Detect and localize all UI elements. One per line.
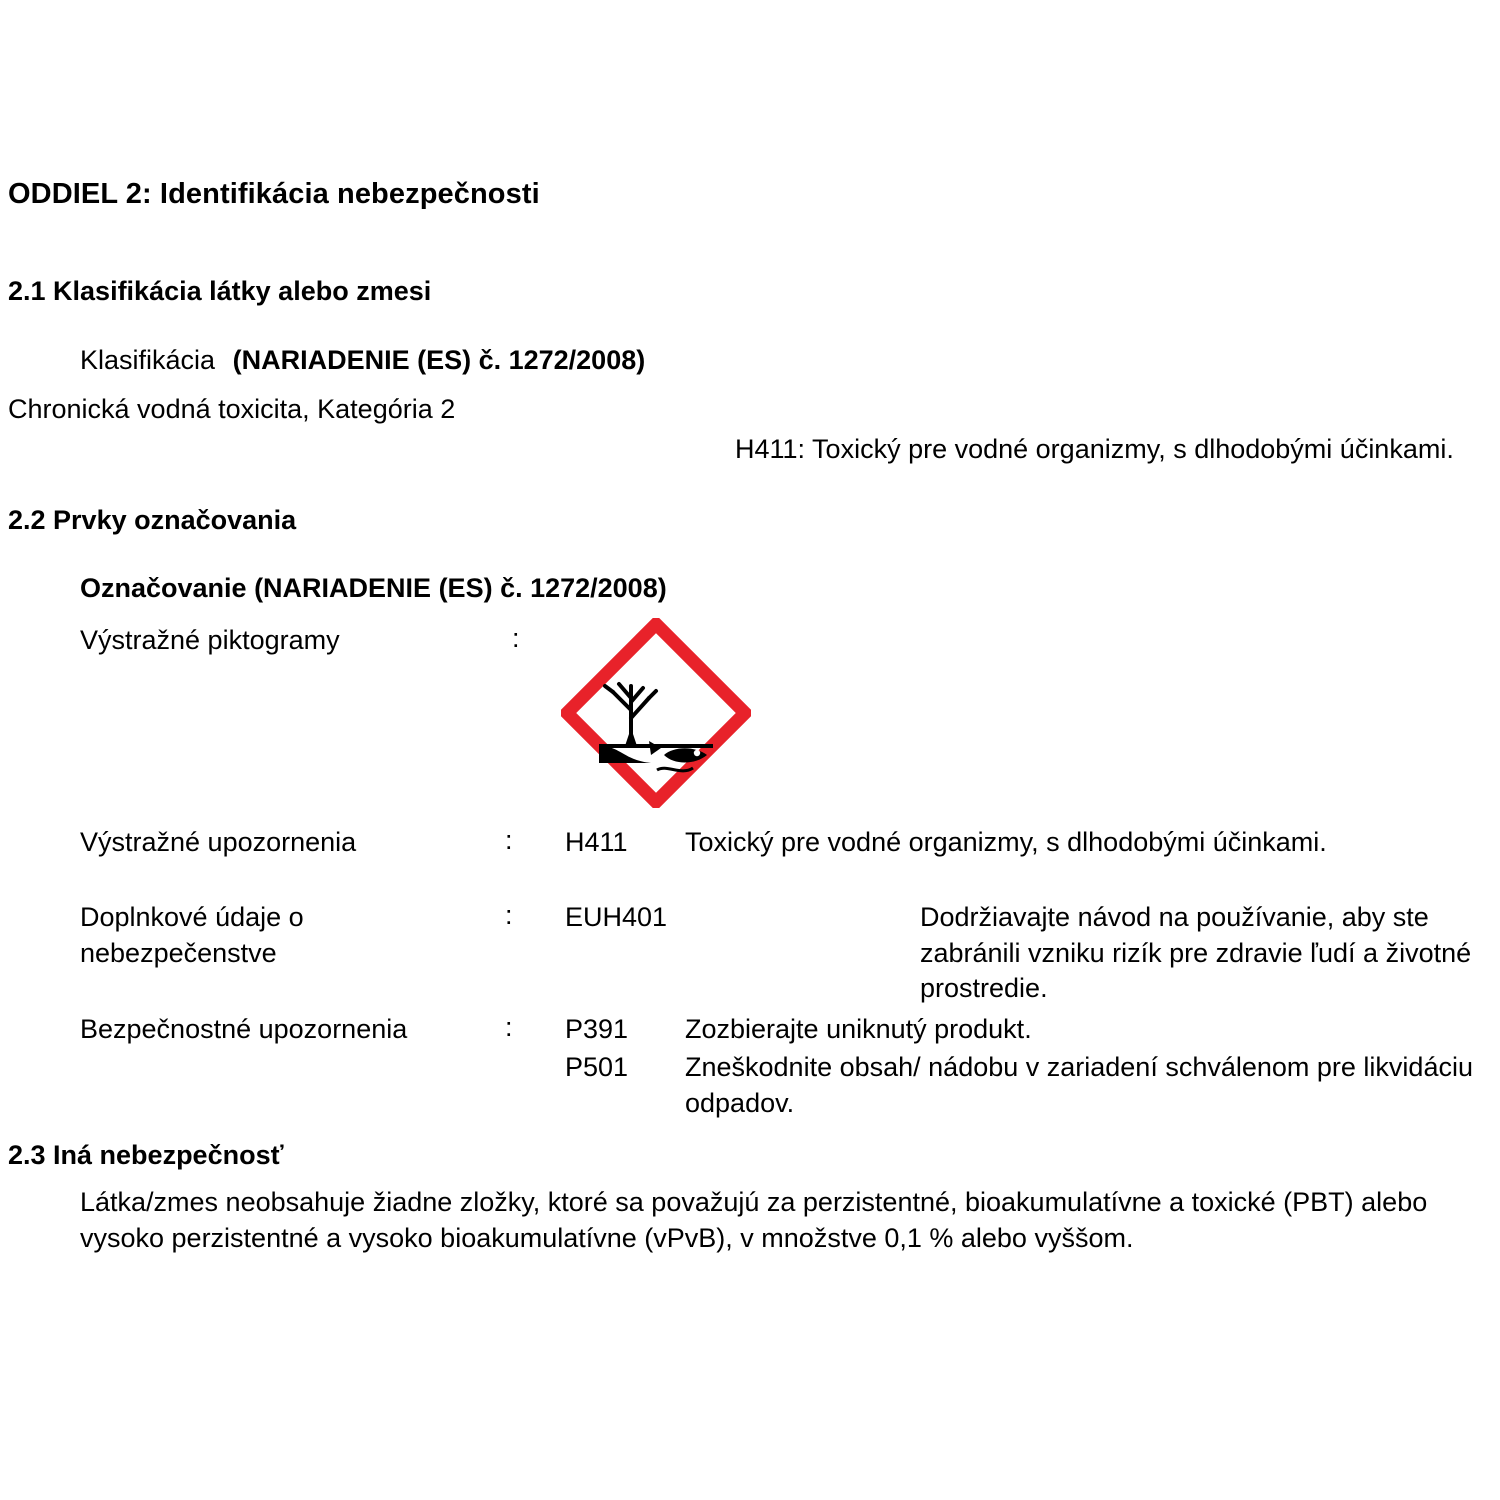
hazard-class: Chronická vodná toxicita, Kategória 2 xyxy=(8,394,456,424)
classification-regulation: (NARIADENIE (ES) č. 1272/2008) xyxy=(232,345,646,375)
precautionary-label: Bezpečnostné upozornenia xyxy=(80,1014,408,1044)
page-title: ODDIEL 2: Identifikácia nebezpečnosti xyxy=(8,178,540,210)
supplemental-hazard-label: Doplnkové údaje o nebezpečenstve xyxy=(80,902,304,968)
hazard-statement: H411: Toxický pre vodné organizmy, s dlhodobými účinkami. xyxy=(735,434,1454,464)
precautionary-text-2: Zneškodnite obsah/ nádobu v zariadení schválenom pre likvidáciu odpadov. xyxy=(685,1052,1473,1118)
hazard-statements-colon: : xyxy=(505,825,513,855)
subsection-2-2-heading: 2.2 Prvky označovania xyxy=(8,505,297,535)
pictograms-label: Výstražné piktogramy xyxy=(80,625,340,655)
classification-label: Klasifikácia xyxy=(80,345,216,375)
supplemental-hazard-colon: : xyxy=(505,900,513,930)
supplemental-hazard-text-start: Dodržiavajte návod na používanie, aby ste zabránili vzniku rizík pre zdravie ľudí a životné prostredie. xyxy=(920,902,1472,1004)
precautionary-text-1: Zozbierajte uniknutý produkt. xyxy=(685,1014,1032,1044)
other-hazards-body: Látka/zmes neobsahuje žiadne zložky, ktoré sa považujú za perzistentné, bioakumulatívne a toxické (PBT) alebo vysoko perzistentné a vysoko bioakumulatívne (vPvB), v množstve 0,1 % alebo vyššom. xyxy=(80,1187,1428,1253)
subsection-2-3-heading: 2.3 Iná nebezpečnosť xyxy=(8,1140,284,1170)
precautionary-code-2: P501 xyxy=(565,1052,629,1082)
hazard-statements-label: Výstražné upozornenia xyxy=(80,827,357,857)
ghs09-environment-pictogram xyxy=(561,618,751,808)
classification-line xyxy=(80,345,645,376)
precautionary-colon: : xyxy=(505,1012,513,1042)
hazard-statement-text: Toxický pre vodné organizmy, s dlhodobými účinkami. xyxy=(685,827,1327,857)
pictograms-colon: : xyxy=(512,623,520,653)
precautionary-code-1: P391 xyxy=(565,1014,629,1044)
subsection-2-1-heading: 2.1 Klasifikácia látky alebo zmesi xyxy=(8,276,432,306)
labelling-heading: Označovanie (NARIADENIE (ES) č. 1272/2008) xyxy=(80,573,667,603)
supplemental-hazard-code: EUH401 xyxy=(565,902,668,932)
hazard-statement-code: H411 xyxy=(565,827,628,857)
